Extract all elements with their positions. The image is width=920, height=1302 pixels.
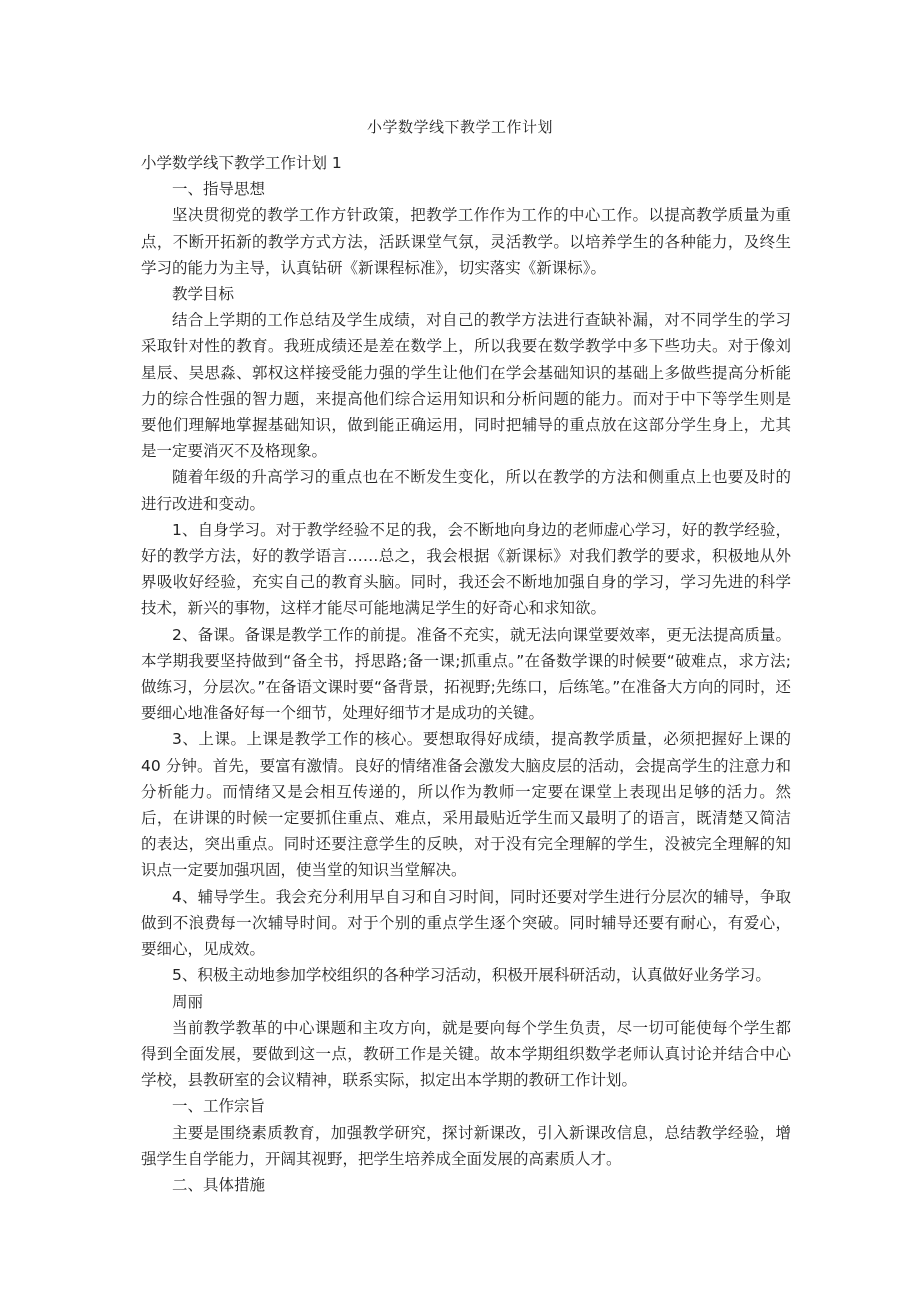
paragraph: 主要是围绕素质教育，加强教学研究，探讨新课改，引入新课改信息，总结教学经验，增强学生自学能力，开阔其视野，把学生培养成全面发展的高素质人才。 [141, 1123, 791, 1168]
paragraph: 二、具体措施 [172, 1175, 266, 1194]
paragraph: 2、备课。备课是教学工作的前提。准备不充实，就无法向课堂要效率，更无法提高质量。本学期我要坚持做到“备全书，捋思路;备一课;抓重点。”在备数学课的时候要“破难点，求方法;做练习，分层次。”在备语文课时要“备背景，拓视野;先练口，后练笔。”在准备大方向的同时，还要细心地准备好每一个细节，处理好细节才是成功的关键。 [141, 625, 791, 723]
document-body [141, 150, 791, 1198]
document-title: 小学数学线下教学工作计划 [366, 118, 553, 136]
paragraph: 当前教学教革的中心课题和主攻方向，就是要向每个学生负责，尽一切可能使每个学生都得到全面发展，要做到这一点，教研工作是关键。故本学期组织数学老师认真讨论并结合中心学校，县教研室的会议精神，联系实际，拟定出本学期的教研工作计划。 [141, 1018, 791, 1090]
paragraph: 结合上学期的工作总结及学生成绩，对自己的教学方法进行查缺补漏，对不同学生的学习采取针对性的教育。我班成绩还是差在数学上，所以我要在数学教学中多下些功夫。对于像刘星辰、吴思淼、郭权这样接受能力强的学生让他们在学会基础知识的基础上多做些提高分析能力的综合性强的智力题，来提高他们综合运用知识和分析问题的能力。而对于中下等学生则是要他们理解地掌握基础知识，做到能正确运用，同时把辅导的重点放在这部分学生身上，尤其是一定要消灭不及格现象。 [141, 311, 791, 461]
paragraph: 4、辅导学生。我会充分利用早自习和自习时间，同时还要对学生进行分层次的辅导，争取做到不浪费每一次辅导时间。对于个别的重点学生逐个突破。同时辅导还要有耐心，有爱心，要细心，见成效。 [141, 887, 791, 959]
paragraph: 小学数学线下教学工作计划 1 [141, 154, 342, 172]
paragraph: 教学目标 [172, 285, 235, 304]
paragraph: 随着年级的升高学习的重点也在不断发生变化，所以在教学的方法和侧重点上也要及时的进行改进和变动。 [141, 468, 791, 513]
paragraph: 一、指导思想 [172, 180, 266, 199]
paragraph: 一、工作宗旨 [172, 1097, 266, 1116]
paragraph: 3、上课。上课是教学工作的核心。要想取得好成绩，提高教学质量，必须把握好上课的 40 分钟。首先，要富有激情。良好的情绪准备会激发大脑皮层的活动，会提高学生的注意力和分析能力。而情绪又是会相互传递的，所以作为教师一定要在课堂上表现出足够的活力。然后，在讲课的时候一定要抓住重点、难点，采用最贴近学生而又最明了的语言，既清楚又简洁的表达，突出重点。同时还要注意学生的反映，对于没有完全理解的学生，没被完全理解的知识点一定要加强巩固，使当堂的知识当堂解决。 [141, 730, 791, 880]
paragraph: 坚决贯彻党的教学工作方针政策，把教学工作作为工作的中心工作。以提高教学质量为重点，不断开拓新的教学方式方法，活跃课堂气氛，灵活教学。以培养学生的各种能力，及终生学习的能力为主导，认真钻研《新课程标准》，切实落实《新课标》。 [141, 206, 791, 277]
paragraph: 周丽 [172, 992, 204, 1011]
paragraph: 5、积极主动地参加学校组织的各种学习活动，积极开展科研活动，认真做好业务学习。 [172, 966, 771, 985]
paragraph: 1、自身学习。对于教学经验不足的我，会不断地向身边的老师虚心学习，好的教学经验，好的教学方法，好的教学语言……总之，我会根据《新课标》对我们教学的要求，积极地从外界吸收好经验，充实自己的教育头脑。同时，我还会不断地加强自身的学习，学习先进的科学技术，新兴的事物，这样才能尽可能地满足学生的好奇心和求知欲。 [141, 520, 791, 618]
